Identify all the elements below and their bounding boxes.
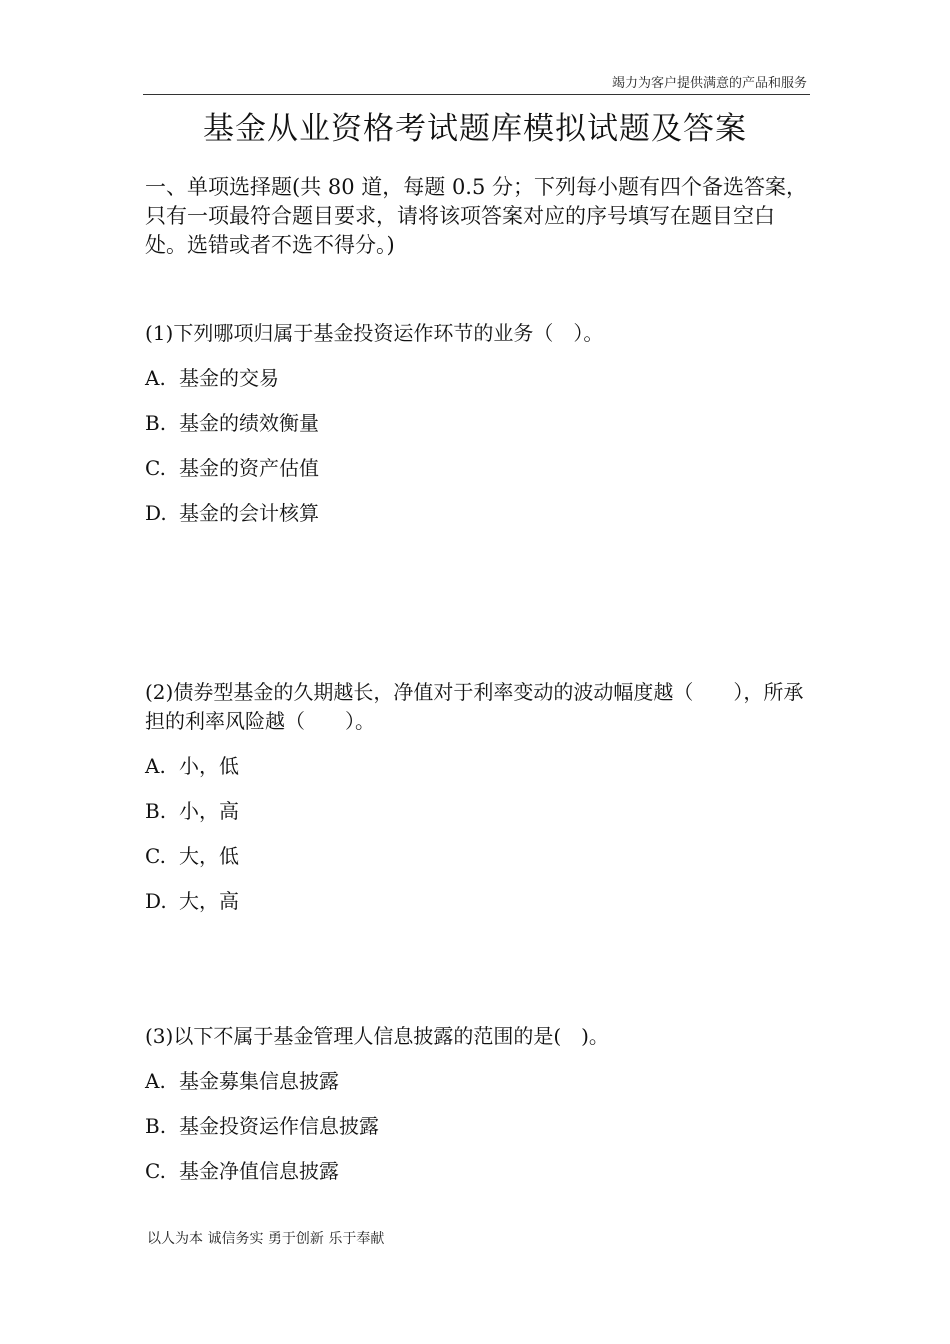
question-stem: (3)以下不属于基金管理人信息披露的范围的是( )。 — [145, 1024, 609, 1048]
option-text: 基金的绩效衡量 — [179, 411, 319, 435]
option-c — [145, 454, 810, 483]
option-b — [145, 797, 810, 826]
option-letter: C. — [145, 456, 166, 480]
option-text: 基金净值信息披露 — [179, 1159, 339, 1183]
option-c — [145, 1157, 810, 1186]
header-divider — [143, 94, 810, 95]
option-letter: C. — [145, 1159, 166, 1183]
option-text: 基金募集信息披露 — [179, 1069, 339, 1093]
question-1 — [145, 319, 810, 544]
question-stem: (2)债券型基金的久期越长，净值对于利率变动的波动幅度越（ ），所承担的利率风险越（ ）。 — [145, 680, 804, 733]
option-text: 基金投资运作信息披露 — [179, 1114, 379, 1138]
option-letter: B. — [145, 1114, 167, 1138]
option-letter: D. — [145, 501, 167, 525]
option-d — [145, 499, 810, 528]
option-a — [145, 752, 810, 781]
option-b — [145, 1112, 810, 1141]
option-letter: A. — [145, 754, 166, 778]
document-title: 基金从业资格考试题库模拟试题及答案 — [203, 111, 747, 147]
question-2 — [145, 678, 810, 932]
option-a — [145, 364, 810, 393]
option-letter: A. — [145, 366, 166, 390]
question-3 — [145, 1022, 810, 1202]
option-letter: A. — [145, 1069, 166, 1093]
header-tagline: 竭力为客户提供满意的产品和服务 — [611, 76, 807, 91]
option-letter: D. — [145, 889, 167, 913]
option-c — [145, 842, 810, 871]
option-d — [145, 887, 810, 916]
option-text: 大，低 — [179, 844, 239, 868]
section-intro: 一、单项选择题(共 80 道，每题 0.5 分；下列每小题有四个备选答案，只有一项最符合题目要求，请将该项答案对应的序号填写在题目空白处。选错或者不选不得分。) — [145, 175, 808, 257]
option-b — [145, 409, 810, 438]
question-stem: (1)下列哪项归属于基金投资运作环节的业务（ ）。 — [145, 321, 604, 345]
option-text: 基金的交易 — [179, 366, 279, 390]
option-letter: B. — [145, 411, 167, 435]
option-text: 大，高 — [179, 889, 239, 913]
option-text: 基金的会计核算 — [179, 501, 319, 525]
option-letter: B. — [145, 799, 167, 823]
option-letter: C. — [145, 844, 166, 868]
footer-motto: 以人为本 诚信务实 勇于创新 乐于奉献 — [147, 1231, 385, 1247]
option-a — [145, 1067, 810, 1096]
option-text: 小，低 — [179, 754, 239, 778]
option-text: 基金的资产估值 — [179, 456, 319, 480]
option-text: 小，高 — [179, 799, 239, 823]
